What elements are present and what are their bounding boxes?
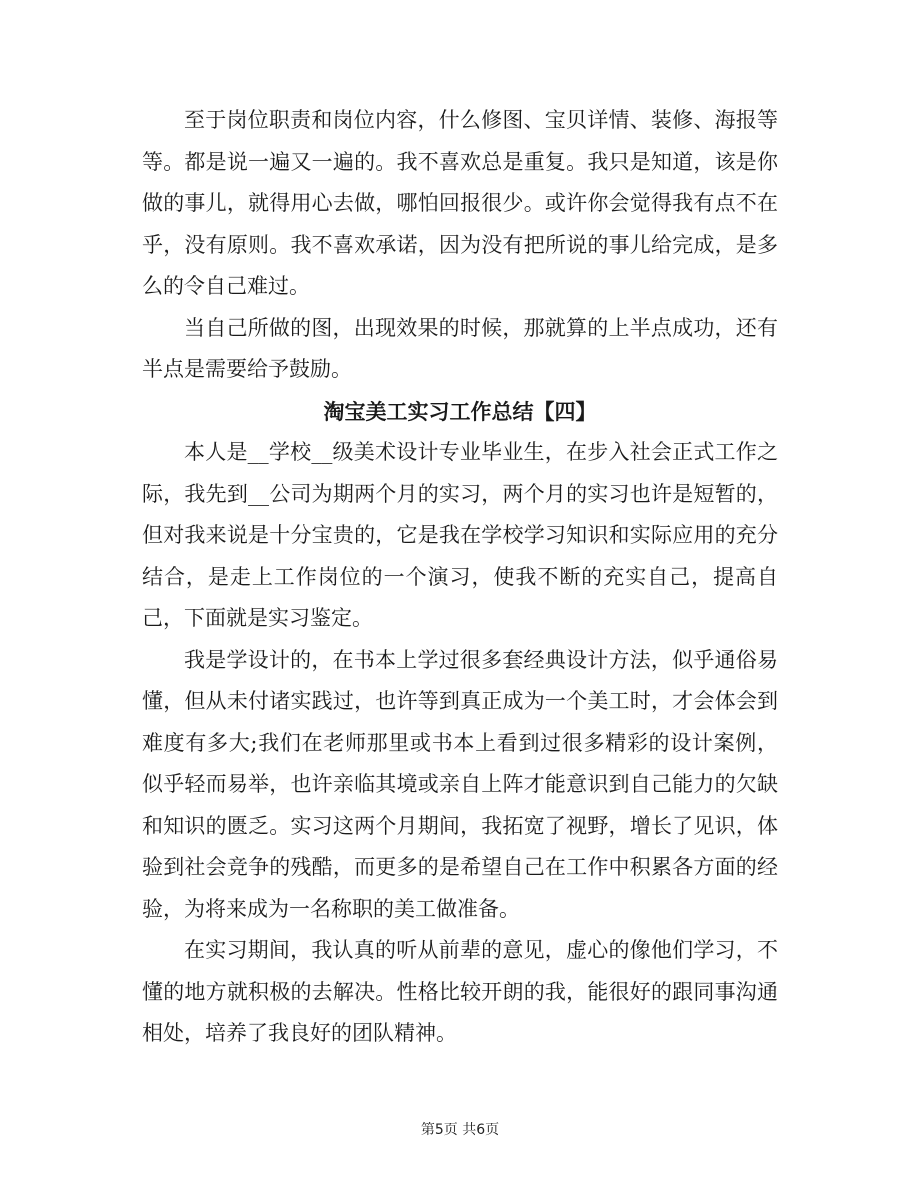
paragraph-success: 当自己所做的图，出现效果的时候，那就算的上半点成功，还有半点是需要给予鼓励。 — [142, 315, 778, 381]
paragraph-design-study: 我是学设计的，在书本上学过很多套经典设计方法，似乎通俗易懂，但从未付诸实践过，也许等到真正成为一个美工时，才会体会到难度有多大;我们在老师那里或书本上看到过很多精彩的设计案例，似乎轻而易举，也许亲临其境或亲自上阵才能意识到自己能力的欠缺和知识的匮乏。实习这两个月期间，我拓宽了视野，增长了见识，体验到社会竞争的残酷，而更多的是希望自己在工作中积累各方面的经验，为将来成为一名称职的美工做准备。 — [142, 647, 778, 921]
paragraph-intro: 本人是__学校__级美术设计专业毕业生，在步入社会正式工作之际，我先到__公司为期两个月的实习，两个月的实习也许是短暂的，但对我来说是十分宝贵的，它是我在学校学习知识和实际应用的充分结合，是走上工作岗位的一个演习，使我不断的充实自己，提高自己，下面就是实习鉴定。 — [142, 440, 778, 630]
document-body — [142, 100, 778, 1055]
page-number: 第5页 共6页 — [420, 1122, 500, 1138]
paragraph-duties: 至于岗位职责和岗位内容，什么修图、宝贝详情、装修、海报等等。都是说一遍又一遍的。我不喜欢总是重复。我只是知道，该是你做的事儿，就得用心去做，哪怕回报很少。或许你会觉得我有点不在乎，没有原则。我不喜欢承诺，因为没有把所说的事儿给完成，是多么的令自己难过。 — [142, 108, 778, 298]
paragraph-internship-attitude: 在实习期间，我认真的听从前辈的意见，虚心的像他们学习，不懂的地方就积极的去解决。性格比较开朗的我，能很好的跟同事沟通相处，培养了我良好的团队精神。 — [142, 938, 778, 1045]
section-title: 淘宝美工实习工作总结【四】 — [323, 398, 597, 424]
